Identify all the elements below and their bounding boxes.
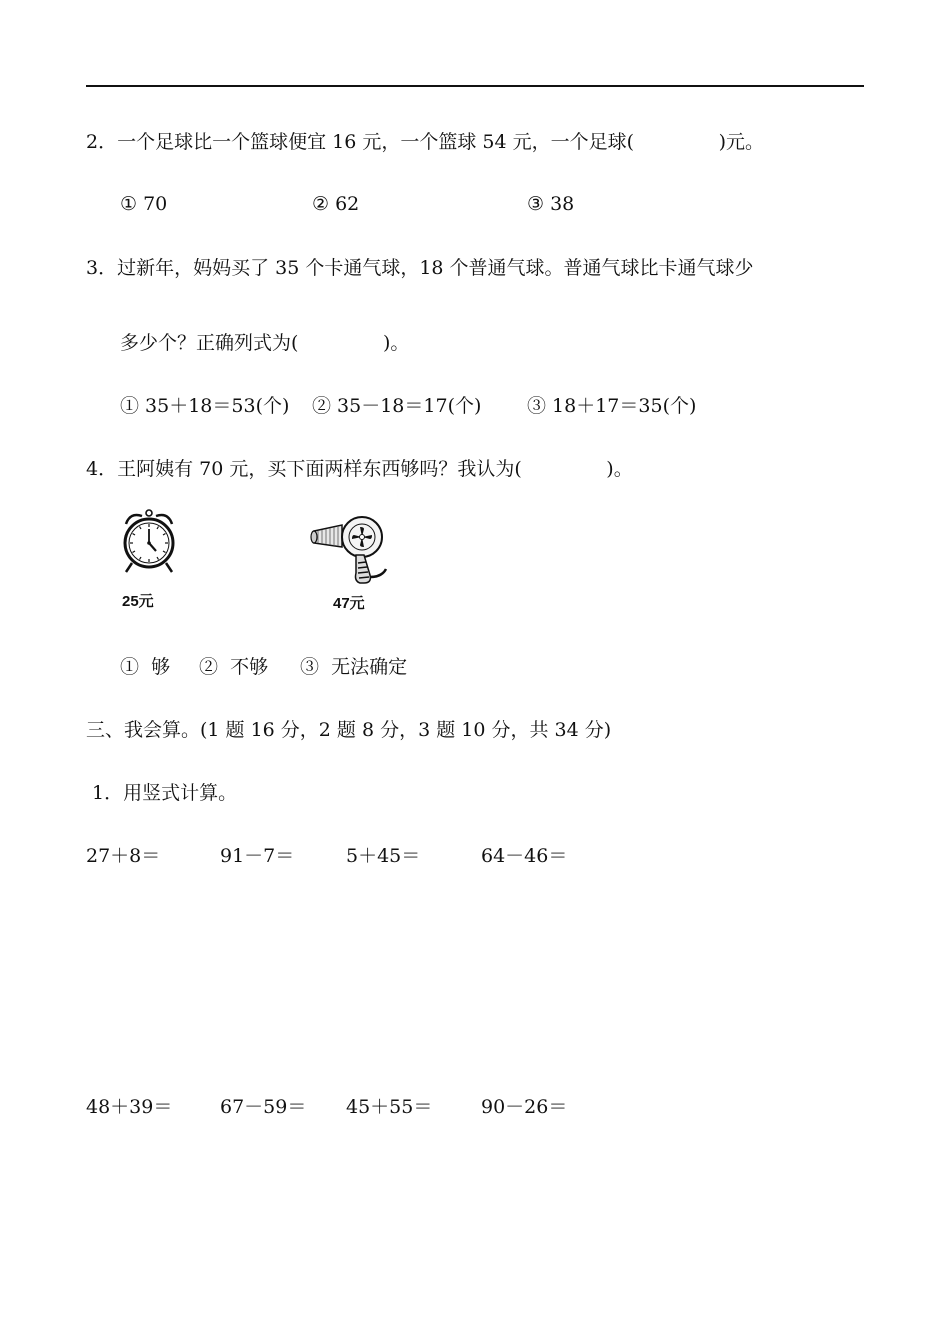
q4-option-1: ① 够 — [120, 656, 171, 678]
q3-stem-line2: 多少个？正确列式为( )。 — [120, 332, 410, 354]
alarm-clock-icon — [118, 508, 180, 578]
q3-stem-line1: 3．过新年，妈妈买了 35 个卡通气球，18 个普通气球。普通气球比卡通气球少 — [86, 257, 754, 279]
q4-option-2: ② 不够 — [199, 656, 269, 678]
calc-r2c3: 45＋55＝ — [346, 1096, 433, 1118]
calc-r1c3: 5＋45＝ — [346, 845, 421, 867]
q2-option-3: ③ 38 — [527, 193, 575, 215]
item1-price: 25元 — [122, 593, 154, 610]
calc-r2c2: 67－59＝ — [220, 1096, 307, 1118]
q2-option-2: ② 62 — [312, 193, 360, 215]
hair-dryer-icon — [308, 515, 392, 587]
section3-title: 三、我会算。(1 题 16 分，2 题 8 分，3 题 10 分，共 34 分) — [86, 719, 612, 741]
q3-option-1: ① 35＋18＝53(个) — [120, 395, 290, 417]
q3-option-3: ③ 18＋17＝35(个) — [527, 395, 697, 417]
section3-sub1: 1．用竖式计算。 — [86, 782, 238, 804]
calc-r1c2: 91－7＝ — [220, 845, 295, 867]
calc-r1c4: 64－46＝ — [481, 845, 568, 867]
calc-r2c4: 90－26＝ — [481, 1096, 568, 1118]
q2-stem: 2．一个足球比一个篮球便宜 16 元，一个篮球 54 元，一个足球( )元。 — [86, 131, 764, 153]
calc-r1c1: 27＋8＝ — [86, 845, 161, 867]
q2-option-1: ① 70 — [120, 193, 168, 215]
calc-r2c1: 48＋39＝ — [86, 1096, 173, 1118]
item2-price: 47元 — [333, 595, 365, 612]
q3-option-2: ② 35－18＝17(个) — [312, 395, 482, 417]
q4-option-3: ③ 无法确定 — [300, 656, 408, 678]
top-rule — [86, 85, 864, 87]
q4-stem: 4．王阿姨有 70 元，买下面两样东西够吗？我认为( )。 — [86, 458, 633, 480]
